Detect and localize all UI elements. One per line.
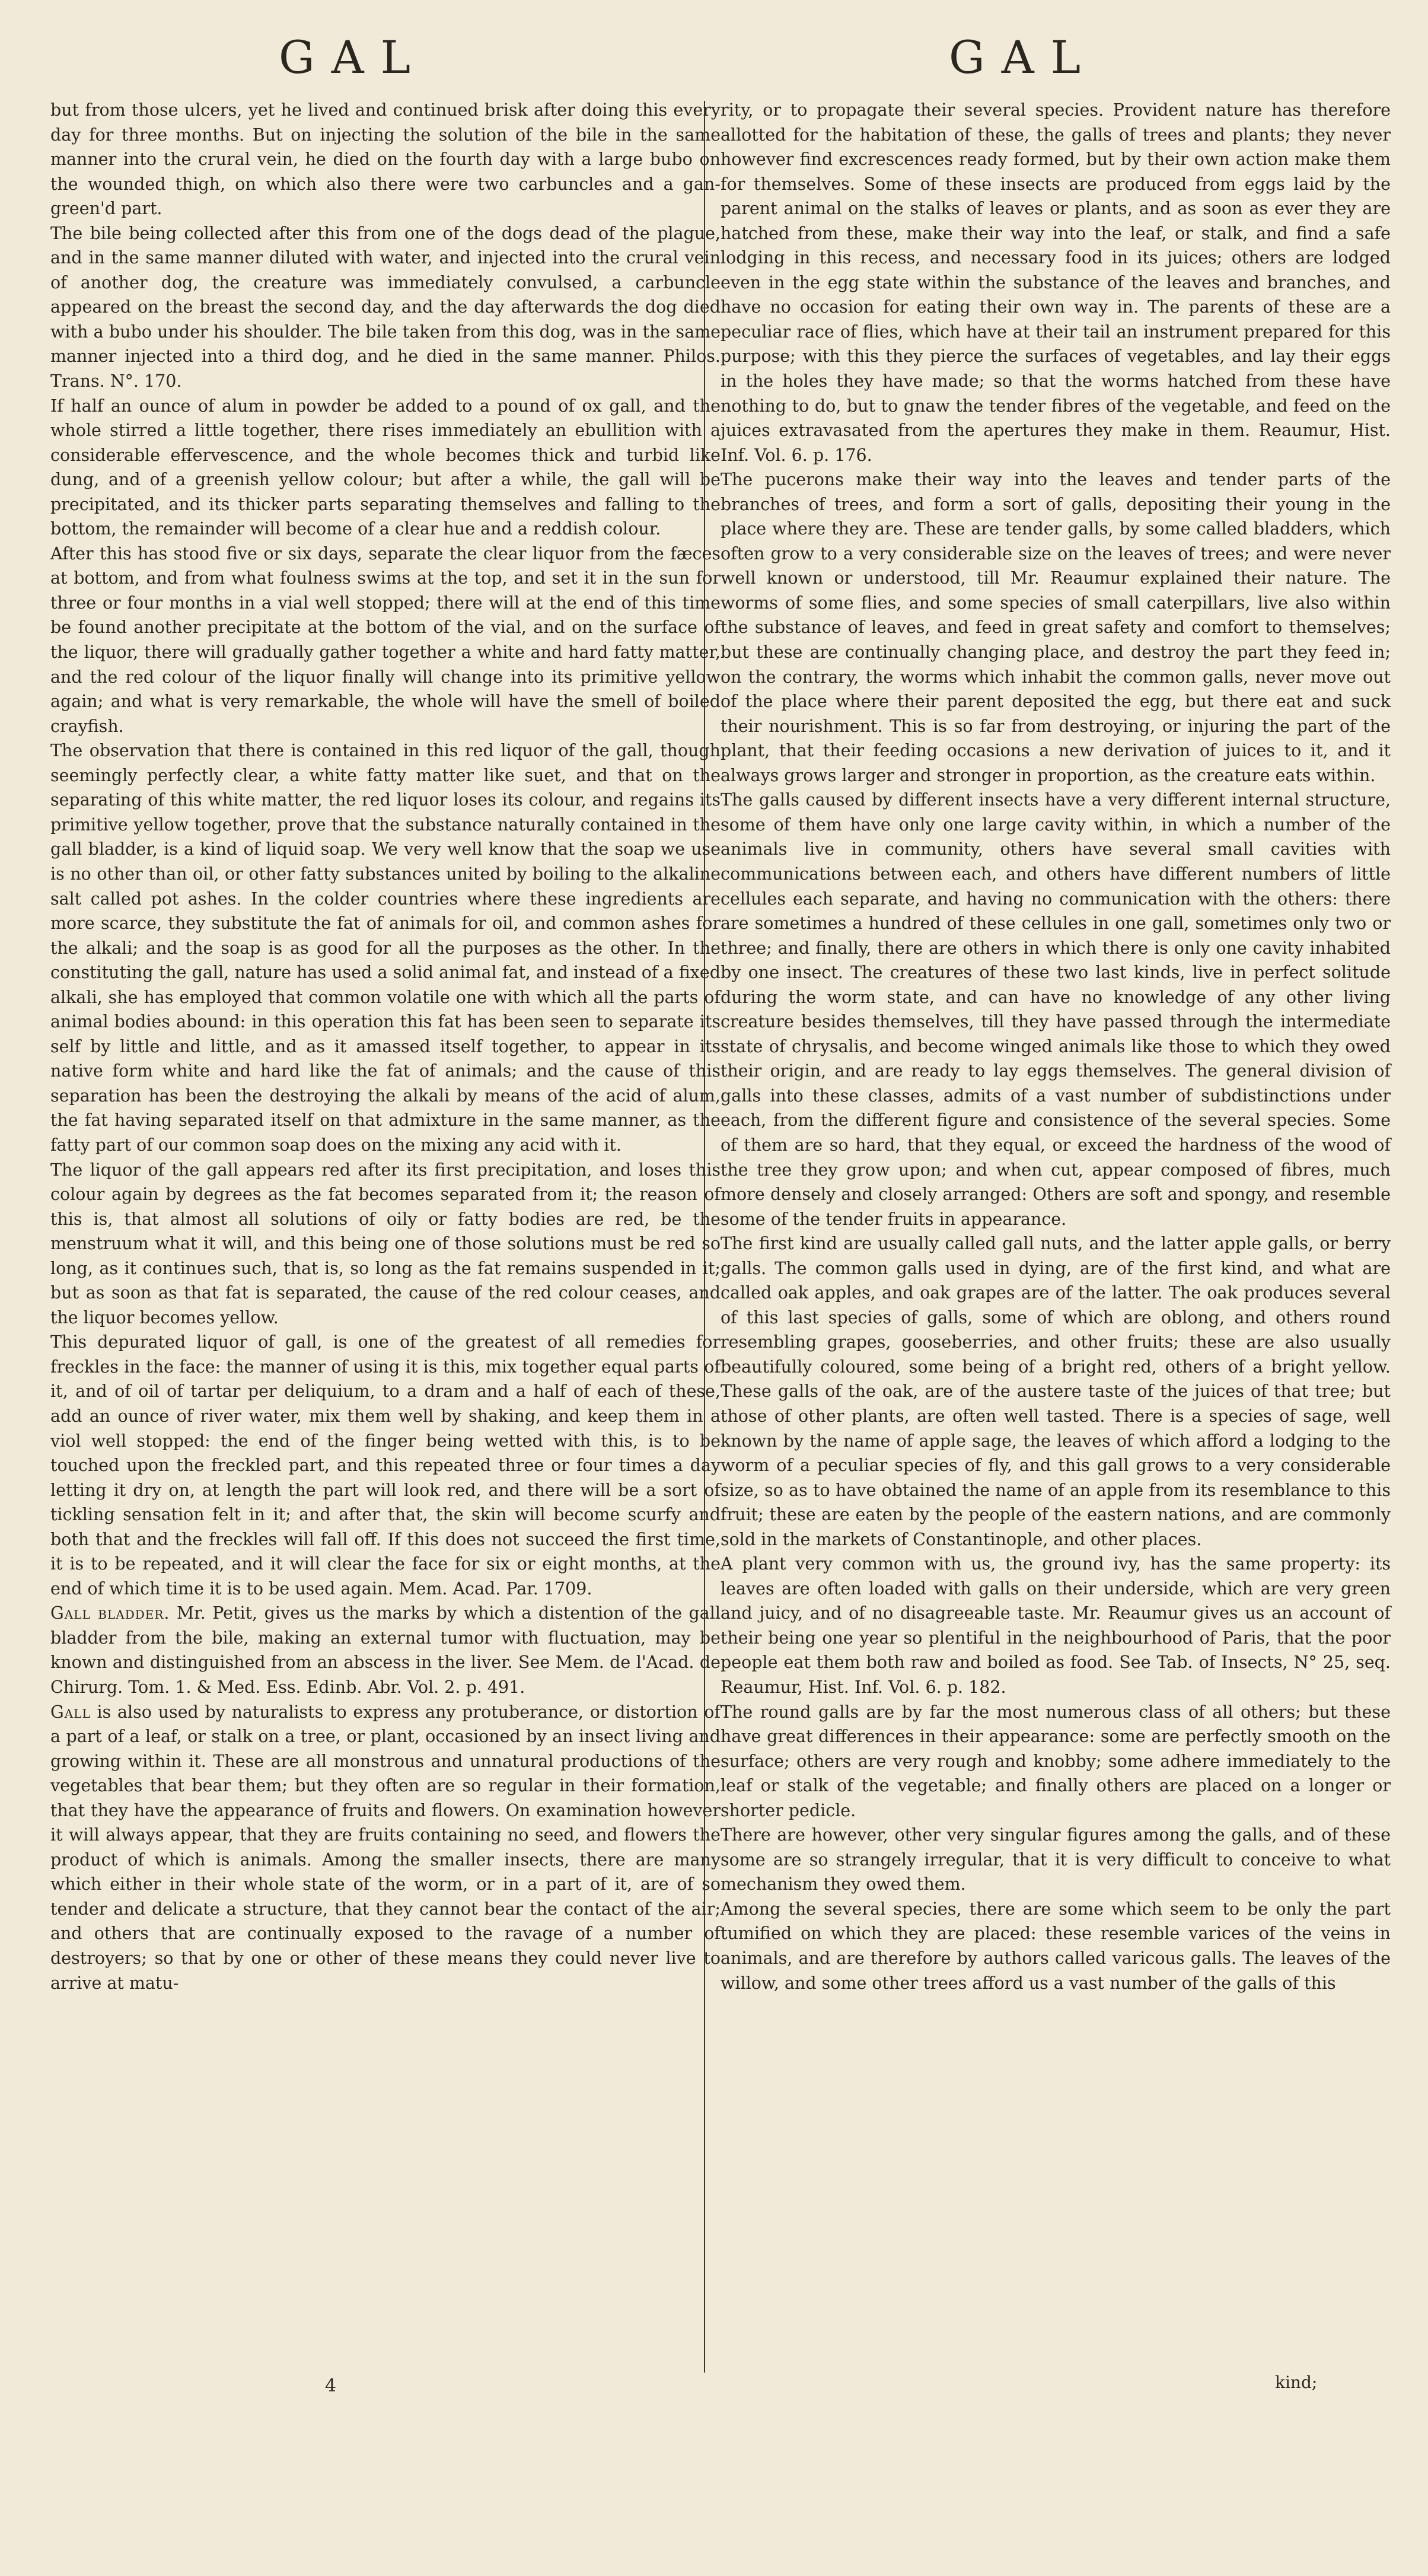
right-column xyxy=(721,98,1391,1995)
paragraph xyxy=(50,1700,721,1996)
paragraph-text: The observation that there is contained in this red liquor of the gall, though seemingly perfectly clear, a white fatty matter like suet, and that on the separating of this white matter, the red liquor loses its colour, and regains its primitive yellow together, prove that the substance naturally contained in the gall bladder, is a kind of liquid soap. We very well know that the soap we use is no other than oil, or other fatty substances united by boiling to the alkaline salt called pot ashes. In the colder countries where these ingredients are more scarce, they substitute the fat of animals for oil, and common ashes for the alkali; and the soap is as good for all the purposes as the other. In the constituting the gall, nature has used a solid animal fat, and instead of a fixed alkali, she has employed that common volatile one with which all the parts of animal bodies abound: in this operation this fat has been seen to separate its self by little and little, and as it amassed itself together, to appear in its native form white and hard like the fat of animals; and the cause of this separation has been the destroying the alkali by means of the acid of alum, the fat having separated itself on that admixture in the same manner, as the fatty part of our common soap does on the mixing any acid with it. xyxy=(50,741,721,1155)
paragraph xyxy=(721,98,1391,467)
running-header xyxy=(0,31,1428,84)
paragraph xyxy=(721,1823,1391,1897)
paragraph xyxy=(721,788,1391,1231)
left-column xyxy=(50,98,721,1995)
paragraph-text: The bile being collected after this from one of the dogs dead of the plague, and in the same manner diluted with water, and injected into the crural vein of another dog, the creature was immediately convulsed, a carbuncle appeared on the breast the second day, and the day afterwards the dog died with a bubo under his shoulder. The bile taken from this dog, was in the same manner injected into a third dog, and he died in the same manner. Philos. Trans. N°. 170. xyxy=(50,223,721,391)
paragraph xyxy=(721,1700,1391,1823)
paragraph xyxy=(50,1601,721,1699)
paragraph xyxy=(721,1231,1391,1552)
page-number: 4 xyxy=(325,2376,337,2396)
paragraph xyxy=(50,98,721,221)
paragraph xyxy=(50,1330,721,1601)
paragraph-text: There are however, other very singular figures among the galls, and of these some are so strangely irregular, that it is very difficult to conceive to what mechanism they owed them. xyxy=(721,1825,1391,1894)
paragraph-text: This depurated liquor of gall, is one of the greatest of all remedies for freckles in the face: the manner of using it is this, mix together equal parts of it, and of oil of tartar per deliquium, to a dram and a half of each of these, add an ounce of river water, mix them well by shaking, and keep them in a viol well stopped: the end of the finger being wetted with this, is to be touched upon the freckled part, and this repeated three or four times a day letting it dry on, at length the part will look red, and there will be a sort of tickling sensation felt in it; and after that, the skin will become scurfy and both that and the freckles will fall off. If this does not succeed the first time, it is to be repeated, and it will clear the face for six or eight months, at the end of which time it is to be used again. Mem. Acad. Par. 1709. xyxy=(50,1332,721,1599)
paragraph xyxy=(50,738,721,1157)
paragraph-text: is also used by naturalists to express any protuberance, or distortion of a part of a leaf, or stalk on a tree, or plant, occasioned by an insect living and growing within it. These are all monstrous and unnatural productions of the vegetables that bear them; but they often are so regular in their formation, that they have the appearance of fruits and flowers. On examination however it will always appear, that they are fruits containing no seed, and flowers the product of which is animals. Among the smaller insects, there are many which either in their whole state of the worm, or in a part of it, are of so tender and delicate a structure, that they cannot bear the contact of the air; and others that are continually exposed to the ravage of a number of destroyers; so that by one or other of these means they could never live to arrive at matu- xyxy=(50,1702,721,1993)
paragraph-text: If half an ounce of alum in powder be added to a pound of ox gall, and the whole stirred a little together, there rises immediately an ebullition with a considerable effervescence, and the whole becomes thick and turbid like dung, and of a greenish yellow colour; but after a while, the gall will be precipitated, and its thicker parts separating themselves and falling to the bottom, the remainder will become of a clear hue and a reddish colour. xyxy=(50,396,721,539)
paragraph xyxy=(50,1158,721,1330)
paragraph-text: rity, or to propagate their several species. Provident nature has therefore allotted for the habitation of these, the galls of trees and plants; they never however find excrescences ready formed, but by their own action make them for themselves. Some of these insects are produced from eggs laid by the parent animal on the stalks of leaves or plants, and as soon as ever they are hatched from these, make their way into the leaf, or stalk, and find a safe lodging in this recess, and necessary food in its juices; others are lodged even in the egg state within the substance of the leaves and branches, and have no occasion for eating their own way in. The parents of these are a peculiar race of flies, which have at their tail an instrument prepared for this purpose; with this they pierce the surfaces of vegetables, and lay their eggs in the holes they have made; so that the worms hatched from these have nothing to do, but to gnaw the tender fibres of the vegetable, and feed on the juices extravasated from the apertures they make in them. Reaumur, Hist. Inf. Vol. 6. p. 176. xyxy=(721,100,1391,465)
paragraph xyxy=(50,394,721,542)
entry-heading: Gall bladder. xyxy=(50,1603,170,1623)
paragraph-text: The pucerons make their way into the leaves and tender parts of the branches of trees, and form a sort of galls, depositing their young in the place where they are. These are tender galls, by some called bladders, which often grow to a very considerable size on the leaves of trees; and were never well known or understood, till Mr. Reaumur explained their nature. The worms of some flies, and some species of small caterpillars, live also within the substance of leaves, and feed in great safety and comfort to themselves; but these are continually changing place, and destroy the part they feed in; on the contrary, the worms which inhabit the common galls, never move out of the place where their parent deposited the egg, but there eat and suck their nourishment. This is so far from destroying, or injuring the part of the plant, that their feeding occasions a new derivation of juices to it, and it always grows larger and stronger in proportion, as the creature eats within. xyxy=(721,470,1391,785)
paragraph-text: A plant very common with us, the ground ivy, has the same property: its leaves are often loaded with galls on their underside, which are very green and juicy, and of no disagreeable taste. Mr. Reaumur gives us an account of their being one year so plentiful in the neighbourhood of Paris, that the poor people eat them both raw and boiled as food. See Tab. of Insects, N° 25, seq. Reaumur, Hist. Inf. Vol. 6. p. 182. xyxy=(721,1554,1391,1697)
paragraph xyxy=(721,467,1391,788)
paragraph xyxy=(50,542,721,738)
paragraph-text: After this has stood five or six days, separate the clear liquor from the fæces at bottom, and from what foulness swims at the top, and set it in the sun for three or four months in a vial well stopped; there will at the end of this time be found another precipitate at the bottom of the vial, and on the surface of the liquor, there will gradually gather together a white and hard fatty matter, and the red colour of the liquor finally will change into its primitive yellow again; and what is very remarkable, the whole will have the smell of boiled crayfish. xyxy=(50,543,721,736)
entry-heading: Gall xyxy=(50,1702,91,1722)
paragraph-text: Mr. Petit, gives us the marks by which a distention of the gall bladder from the bile, making an external tumor with fluctuation, may be known and distinguished from an abscess in the liver. See Mem. de l'Acad. de Chirurg. Tom. 1. & Med. Ess. Edinb. Abr. Vol. 2. p. 491. xyxy=(50,1603,721,1697)
paragraph-text: but from those ulcers, yet he lived and continued brisk after doing this every day for three months. But on injecting the solution of the bile in the same manner into the crural vein, he died on the fourth day with a large bubo on the wounded thigh, on which also there were two carbuncles and a gan-green'd part. xyxy=(50,100,721,219)
header-left-title: GAL xyxy=(279,31,428,84)
paragraph-text: The round galls are by far the most numerous class of all others; but these have great differences in their appearance: some are perfectly smooth on the surface; others are very rough and knobby; some adhere immediately to the leaf or stalk of the vegetable; and finally others are placed on a longer or shorter pedicle. xyxy=(721,1702,1391,1820)
paragraph-text: The liquor of the gall appears red after its first precipitation, and loses this colour again by degrees as the fat becomes separated from it; the reason of this is, that almost all solutions of oily or fatty bodies are red, be the menstruum what it will, and this being one of those solutions must be red so long, as it continues such, that is, so long as the fat remains suspended in it; but as soon as that fat is separated, the cause of the red colour ceases, and the liquor becomes yellow. xyxy=(50,1160,721,1327)
paragraph-text: The galls caused by different insects have a very different internal structure, some of them have only one large cavity within, in which a number of the animals live in community, others have several small cavities with communications between each, and others have different numbers of little cellules each separate, and having no communication with the others: there are sometimes a hundred of these cellules in one gall, sometimes only two or three; and finally, there are others in which there is only one cavity inhabited by one insect. The creatures of these two last kinds, live in perfect solitude during the worm state, and can have no knowledge of any other living creature besides themselves, till they have passed through the intermediate state of chrysalis, and become winged animals like those to which they owed their origin, and are ready to lay eggs themselves. The general division of galls into these classes, admits of a vast number of subdistinctions under each, from the different figure and consistence of the several species. Some of them are so hard, that they equal, or exceed the hardness of the wood of the tree they grow upon; and when cut, appear composed of fibres, much more densely and closely arranged: Others are soft and spongy, and resemble some of the tender fruits in appearance. xyxy=(721,790,1391,1229)
catchword: kind; xyxy=(1275,2373,1318,2392)
paragraph-text: Among the several species, there are some which seem to be only the part tumified on which they are placed: these resemble varices of the veins in animals, and are therefore by authors called varicous galls. The leaves of the willow, and some other trees afford us a vast number of the galls of this xyxy=(721,1899,1391,1993)
paragraph xyxy=(721,1897,1391,1995)
paragraph xyxy=(50,221,721,394)
header-right-title: GAL xyxy=(949,31,1098,84)
paragraph-text: The first kind are usually called gall nuts, and the latter apple galls, or berry galls. The common galls used in dying, are of the first kind, and what are called oak apples, and oak grapes are of the latter. The oak produces several of this last species of galls, some of which are oblong, and others round resembling grapes, gooseberries, and other fruits; these are also usually beautifully coloured, some being of a bright red, others of a bright yellow. These galls of the oak, are of the austere taste of the juices of that tree; but those of other plants, are often well tasted. There is a species of sage, well known by the name of apple sage, the leaves of which afford a lodging to the worm of a peculiar species of fly, and this gall grows to a very considerable size, so as to have obtained the name of an apple from its resemblance to this fruit; these are eaten by the people of the eastern nations, and are commonly sold in the markets of Constantinople, and other places. xyxy=(721,1234,1391,1549)
paragraph xyxy=(721,1552,1391,1699)
